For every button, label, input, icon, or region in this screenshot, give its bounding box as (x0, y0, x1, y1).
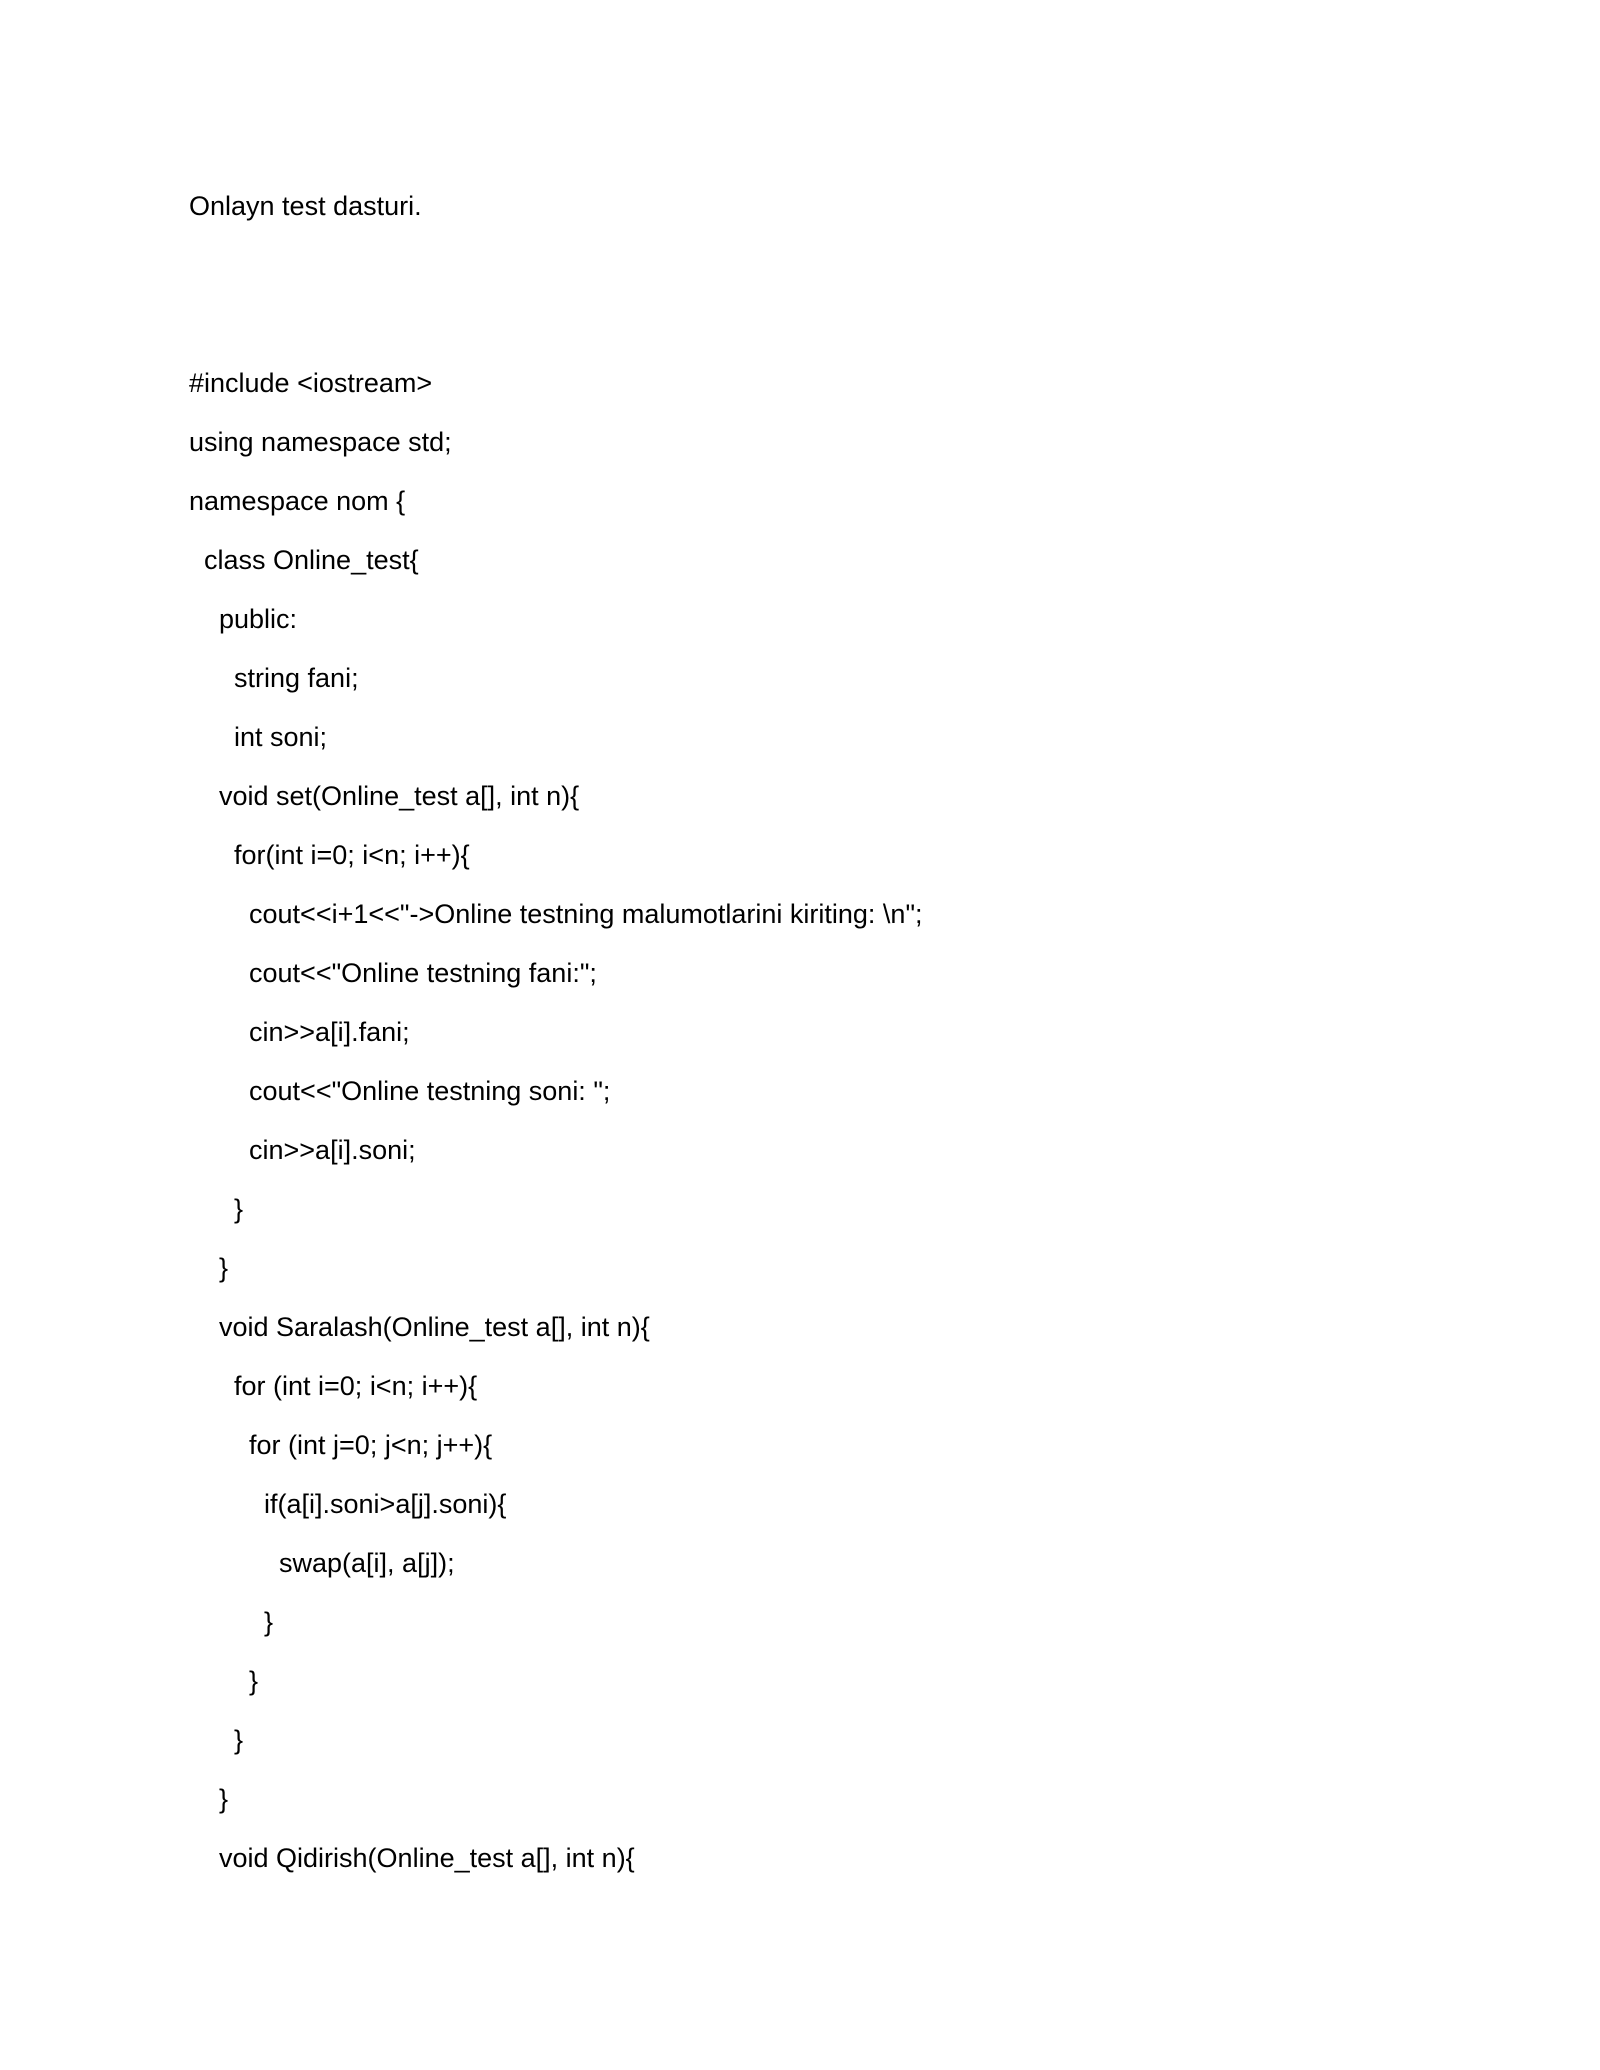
code-line: void Saralash(Online_test a[], int n){ (189, 1312, 650, 1342)
code-line: } (189, 1607, 274, 1637)
code-line: void set(Online_test a[], int n){ (189, 781, 580, 811)
code-line: swap(a[i], a[j]); (189, 1548, 455, 1578)
code-line: cin>>a[i].soni; (189, 1135, 416, 1165)
code-line: #include <iostream> (189, 368, 433, 398)
code-line: public: (189, 604, 298, 634)
code-line: void Qidirish(Online_test a[], int n){ (189, 1843, 635, 1873)
code-line: string fani; (189, 663, 359, 693)
code-line: } (189, 1666, 259, 1696)
code-line: } (189, 1784, 229, 1814)
code-line: int soni; (189, 722, 328, 752)
code-line: cout<<"Online testning fani:"; (189, 958, 597, 988)
code-line: namespace nom { (189, 486, 406, 516)
code-line: cout<<i+1<<"->Online testning malumotlarini kiriting: \n"; (189, 899, 923, 929)
code-line: cin>>a[i].fani; (189, 1017, 410, 1047)
code-line: } (189, 1194, 244, 1224)
code-line: if(a[i].soni>a[j].soni){ (189, 1489, 507, 1519)
document-title: Onlayn test dasturi. (189, 191, 422, 221)
code-line: using namespace std; (189, 427, 452, 457)
code-line: } (189, 1725, 244, 1755)
code-line: for (int i=0; i<n; i++){ (189, 1371, 478, 1401)
code-line: } (189, 1253, 229, 1283)
code-block (189, 365, 923, 1899)
code-line: cout<<"Online testning soni: "; (189, 1076, 611, 1106)
code-line: for(int i=0; i<n; i++){ (189, 840, 470, 870)
code-line: for (int j=0; j<n; j++){ (189, 1430, 493, 1460)
code-line: class Online_test{ (189, 545, 419, 575)
